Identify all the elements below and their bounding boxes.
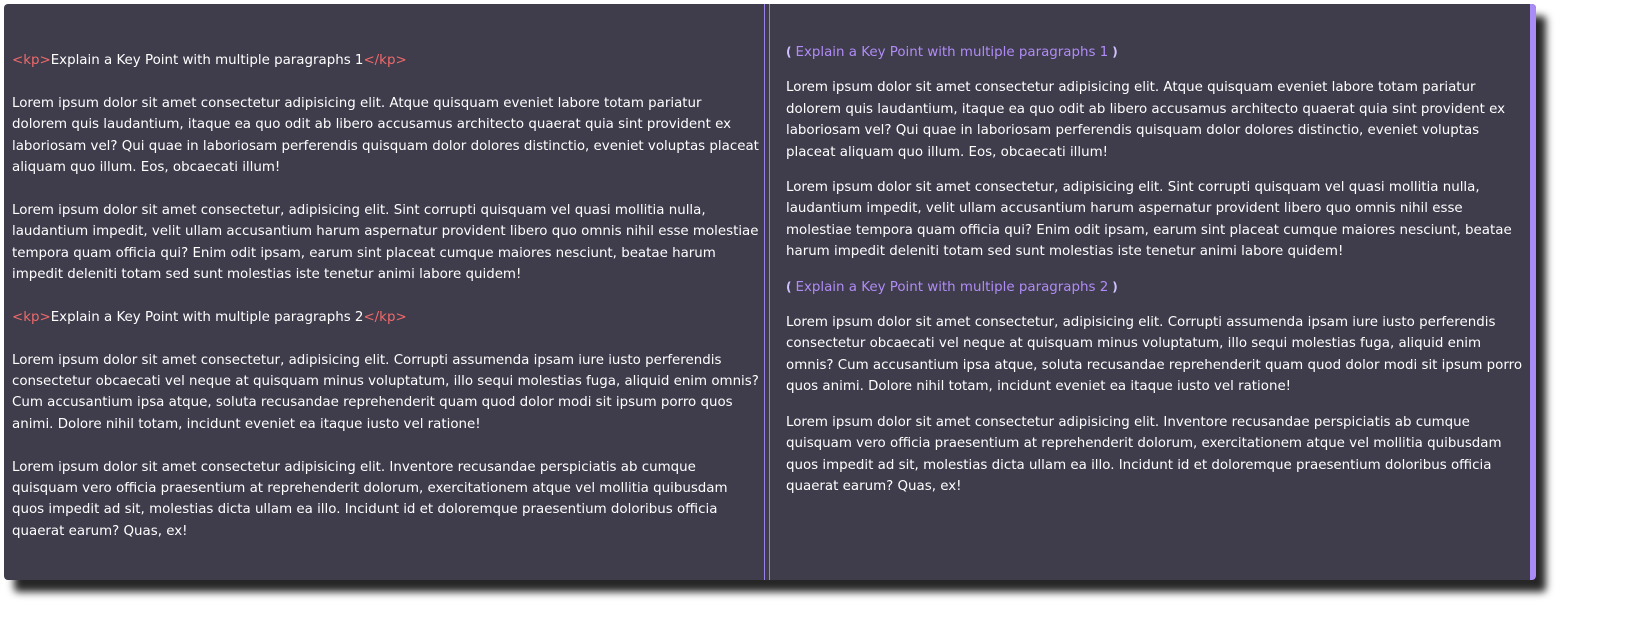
kp-text: Explain a Key Point with multiple paragraphs 2 <box>50 309 364 325</box>
kp-open-tag: <kp> <box>12 309 51 325</box>
kp-open-tag: <kp> <box>12 53 51 68</box>
kp-close-tag: </kp> <box>363 53 407 68</box>
preview-key-point <box>786 277 1524 298</box>
accent-bar <box>1530 4 1536 580</box>
key-point-close-paren: ) <box>1112 45 1118 59</box>
rendered-preview-pane <box>786 4 1524 580</box>
editor-paragraph[interactable]: Lorem ipsum dolor sit amet consectetur, adipisicing elit. Corrupti assumenda ipsam iure iusto perferendis consectetur obcaecati vel neque at quisquam minus voluptatum, illo sequi molestias fuga, aliquid enim omnis? Cum accusantium ipsa atque, soluta recusandae reprehenderit quam quod dolor modi sit ipsum porro quos animi. Dolore nihil totam, incidunt eveniet ea itaque iusto vel ratione! <box>12 352 759 432</box>
preview-paragraph: Lorem ipsum dolor sit amet consectetur, adipisicing elit. Sint corrupti quisquam vel quasi mollitia nulla, laudantium impedit, velit ullam accusantium harum aspernatur provident libero quo omnis nihil esse molestiae tempora quam officia qui? Enim odit ipsam, earum sint placeat cumque maiores nesciunt, beatae harum impedit deleniti totam sed sunt molestias iste tenetur animi labore quidem! <box>786 180 1512 260</box>
editor-key-point-line[interactable] <box>12 307 760 328</box>
editor-paragraph[interactable]: Lorem ipsum dolor sit amet consectetur, adipisicing elit. Sint corrupti quisquam vel quasi mollitia nulla, laudantium impedit, velit ullam accusantium harum aspernatur provident libero quo omnis nihil esse molestiae tempora quam officia qui? Enim odit ipsam, earum sint placeat cumque maiores nesciunt, beatae harum impedit deleniti totam sed sunt molestias iste tenetur animi labore quidem! <box>12 202 759 283</box>
editor-paragraph[interactable]: Lorem ipsum dolor sit amet consectetur adipisicing elit. Inventore recusandae perspiciatis ab cumque quisquam vero officia praesentium at reprehenderit dolorum, exercitationem atque vel mollitia quibusdam quos impedit ad sit, molestias dicta ullam ea illo. Incidunt id et doloremque praesentium doloribus officia quaerat earum? Quas, ex! <box>12 459 728 539</box>
key-point-close-paren: ) <box>1112 279 1118 294</box>
preview-paragraph: Lorem ipsum dolor sit amet consectetur, adipisicing elit. Corrupti assumenda ipsam iure iusto perferendis consectetur obcaecati vel neque at quisquam minus voluptatum, illo sequi molestias fuga, aliquid enim omnis? Cum accusantium ipsa atque, soluta recusandae reprehenderit quam quod dolor modi sit ipsum porro quos animi. Dolore nihil totam, incidunt eveniet ea itaque iusto vel ratione! <box>786 315 1523 395</box>
preview-paragraph: Lorem ipsum dolor sit amet consectetur adipisicing elit. Inventore recusandae perspiciatis ab cumque quisquam vero officia praesentium at reprehenderit dolorum, exercitationem atque vel mollitia quibusdam quos impedit ad sit, molestias dicta ullam ea illo. Incidunt id et doloremque praesentium doloribus officia quaerat earum? Quas, ex! <box>786 414 1502 494</box>
pane-resize-handle[interactable] <box>764 4 770 580</box>
key-point-open-paren: ( <box>786 45 792 59</box>
editor-paragraph[interactable]: Lorem ipsum dolor sit amet consectetur adipisicing elit. Atque quisquam eveniet labore totam pariatur dolorem quis laudantium, itaque ea quo odit ab libero accusamus architecto quaerat quia sint provident ex laboriosam vel? Qui quae in laboriosam perferendis quisquam dolor dolores distinctio, eveniet voluptas placeat aliquam quo illum. Eos, obcaecati illum! <box>12 95 759 176</box>
kp-text: Explain a Key Point with multiple paragraphs 1 <box>50 53 364 68</box>
markup-editor-pane[interactable] <box>12 4 760 580</box>
key-point-title: Explain a Key Point with multiple paragraphs 1 <box>795 45 1109 60</box>
kp-close-tag: </kp> <box>363 309 407 325</box>
key-point-title: Explain a Key Point with multiple paragraphs 2 <box>795 279 1109 295</box>
editor-window <box>4 4 1536 580</box>
preview-paragraph: Lorem ipsum dolor sit amet consectetur adipisicing elit. Atque quisquam eveniet labore totam pariatur dolorem quis laudantium, itaque ea quo odit ab libero accusamus architecto quaerat quia sint provident ex laboriosam vel? Qui quae in laboriosam perferendis quisquam dolor dolores distinctio, eveniet voluptas placeat aliquam quo illum. Eos, obcaecati illum! <box>786 80 1506 160</box>
editor-key-point-line[interactable] <box>12 50 760 71</box>
preview-key-point <box>786 42 1524 63</box>
key-point-open-paren: ( <box>786 279 792 294</box>
